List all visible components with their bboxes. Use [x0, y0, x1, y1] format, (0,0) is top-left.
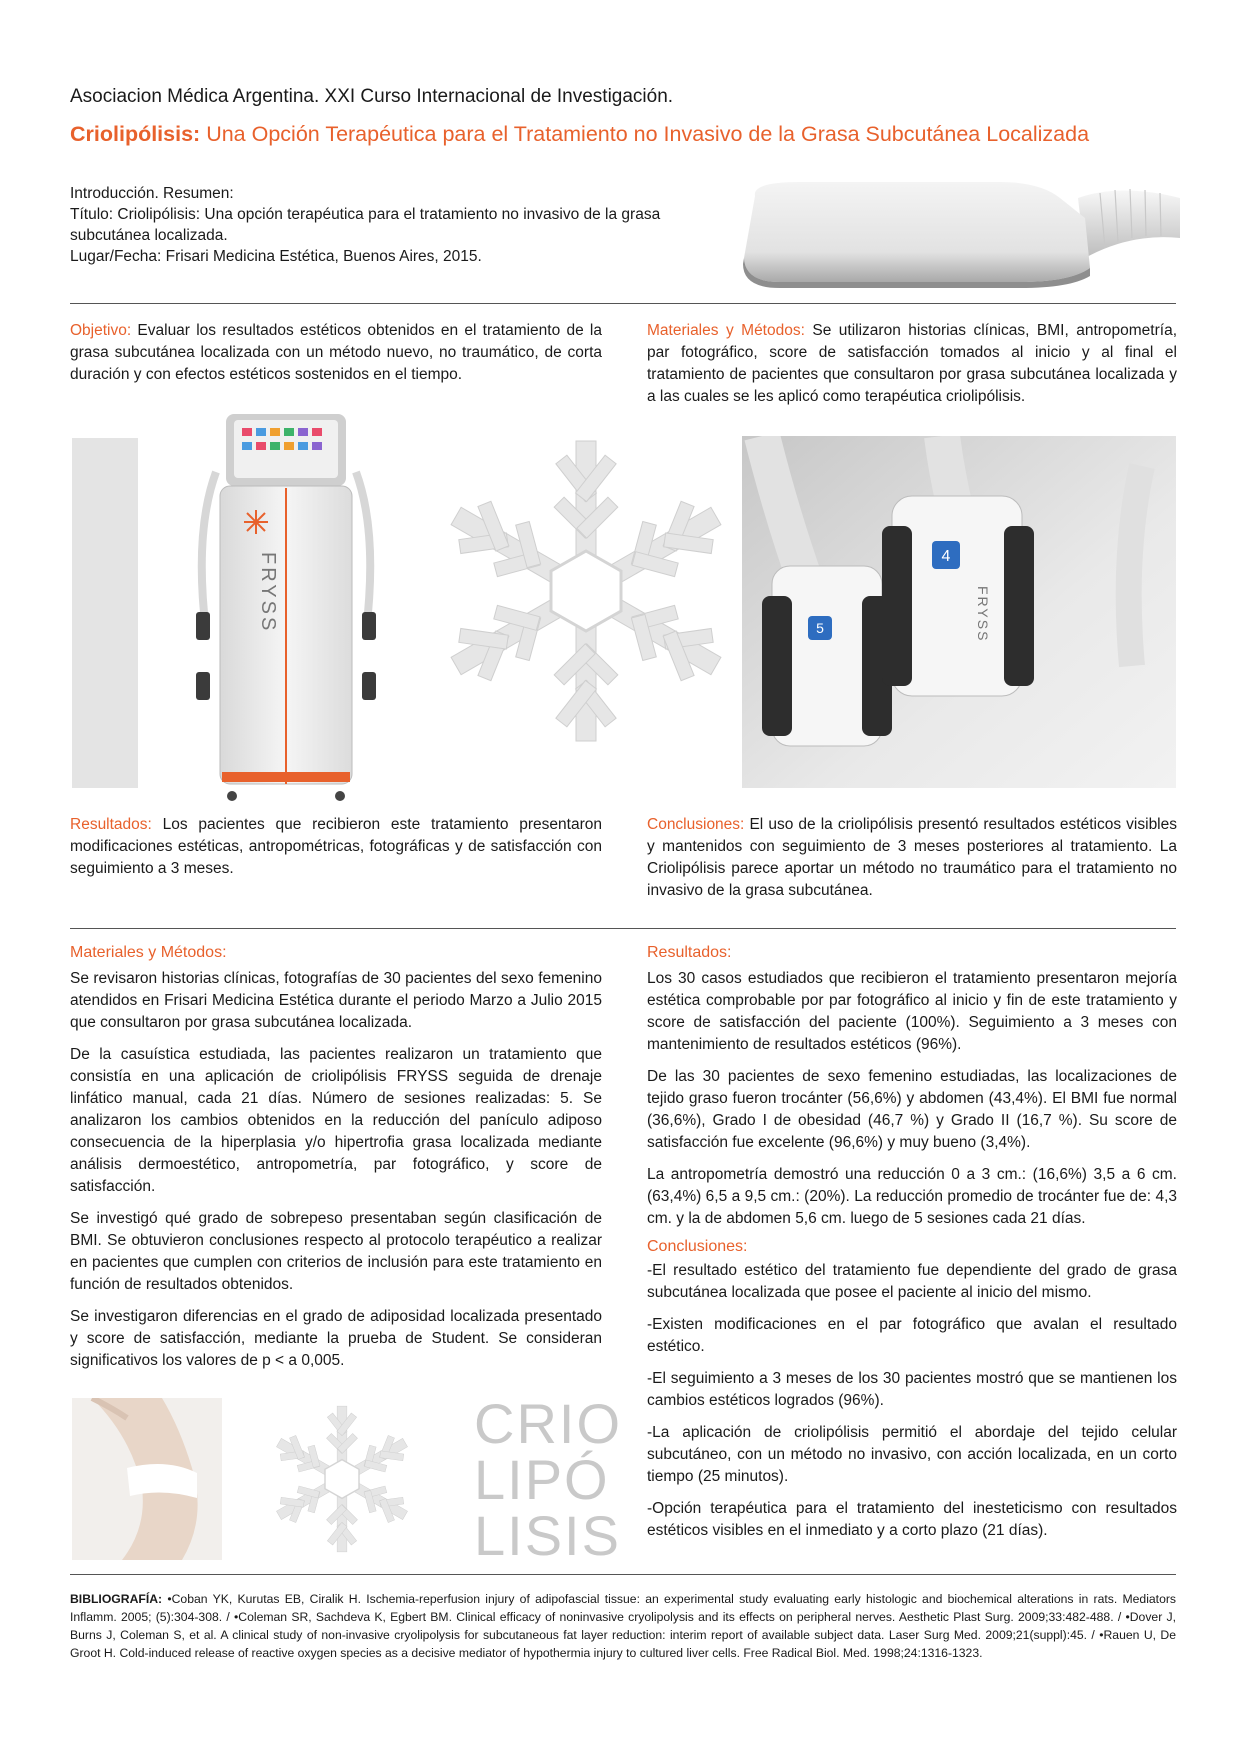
summary-resultados-text: Los pacientes que recibieron este tratamiento presentaron modificaciones estéticas, antropométricas, fotográficas y de satisfacción con seguimiento a 3 meses. — [70, 816, 602, 877]
materiales-heading: Materiales y Métodos: — [70, 944, 227, 961]
summary-conclusiones-label: Conclusiones: — [647, 816, 745, 833]
conclusiones-heading: Conclusiones: — [647, 1238, 748, 1255]
intro-heading: Introducción. Resumen: — [70, 185, 234, 202]
materiales-p4: Se investigaron diferencias en el grado de adiposidad localizada presentado y score de satisfacción, mediante la prueba de Student. Se consideran significativos los valores de p < a 0,005. — [70, 1308, 602, 1369]
page-title — [70, 122, 1190, 147]
conference-line: Asociacion Médica Argentina. XXI Curso Internacional de Investigación. — [70, 86, 674, 107]
summary-resultados-label: Resultados: — [70, 816, 152, 833]
logo-line-2: LIPÓ — [474, 1448, 610, 1511]
conclusion-item: -Opción terapéutica para el tratamiento del inesteticismo con resultados estéticos visibles en el inmediato y a corto plazo (21 días). — [647, 1500, 1177, 1539]
conclusion-item: -La aplicación de criolipólisis permitió el abordaje del tejido celular subcutáneo, con un método no invasivo, con acción localizada, en un corto tiempo (25 minutos). — [647, 1424, 1177, 1485]
machine-brand: FRYSS — [257, 552, 279, 634]
titulo-label: Título: — [70, 206, 118, 223]
resultados-heading: Resultados: — [647, 944, 732, 961]
title-lead: Criolipólisis: — [70, 122, 201, 146]
bibliography — [70, 1590, 1176, 1662]
resultados-p3: La antropometría demostró una reducción 0 a 3 cm.: (16,6%) 3,5 a 6 cm. (63,4%) 6,5 a 9,5 cm.: (20%). La reducción promedio de trocánter fue de: 4,3 cm. y la de abdomen 5,6 cm. luego de 5 sesiones cada 21 días. — [647, 1166, 1177, 1227]
logo-line-3: LISIS — [474, 1504, 621, 1567]
conclusion-item: -El resultado estético del tratamiento fue dependiente del grado de grasa subcutánea localizada que posee el paciente al inicio del mismo. — [647, 1262, 1177, 1301]
snowflake-graphic — [436, 416, 736, 766]
handpiece-brand: FRYSS — [975, 586, 991, 643]
intro-lugar — [70, 246, 730, 267]
materiales-p1: Se revisaron historias clínicas, fotografías de 30 pacientes del sexo femenino atendidos en Frisari Medicina Estética durante el periodo Marzo a Julio 2015 que consultaron por grasa subcutánea localizada. — [70, 970, 602, 1031]
resultados-p1: Los 30 casos estudiados que recibieron el tratamiento presentaron mejoría estética comprobable por par fotográfico al inicio y fin de este tratamiento y score de satisfacción del paciente (100%). Seguimiento a 3 meses con mantenimiento de resultados estéticos (96%). — [647, 970, 1177, 1053]
summary-conclusiones-text: El uso de la criolipólisis presentó resultados estéticos visibles y mantenidos con seguimiento de 3 meses posteriores al tratamiento. La Criolipólisis parece aportar un método no traumático para el tratamiento no invasivo de la grasa subcutánea. — [647, 816, 1177, 899]
materiales-p2: De la casuística estudiada, las pacientes realizaron un tratamiento que consistía en una aplicación de criolipólisis FRYSS seguida de drenaje linfático manual, cada 21 días. Número de sesiones realizadas: 5. Se analizaron los cambios obtenidos en la reducción del panículo adiposo consecuencia de la hiperplasia y/o hipertrofia grasa localizada mediante análisis dermoestético, antropometría, par fotográfico, y score de satisfacción. — [70, 1046, 602, 1195]
titulo-rest: : Una opción terapéutica para el tratamiento no invasivo de la grasa subcutánea localizada. — [70, 206, 661, 244]
intro-block — [70, 183, 730, 267]
criolipolisis-logo — [474, 1392, 622, 1567]
cryo-machine-image — [196, 412, 376, 804]
summary-resultados-block — [70, 814, 602, 880]
intro-titulo — [70, 204, 730, 246]
materiales-section — [70, 942, 602, 1382]
handpiece-number-5: 5 — [816, 620, 824, 636]
section-divider-top — [70, 303, 1176, 304]
handpiece-number-4: 4 — [941, 548, 951, 565]
materiales-p3: Se investigó qué grado de sobrepeso presentaban según clasificación de BMI. Se obtuvieron conclusiones respecto al protocolo terapéutico a realizar en pacientes que cumplen con criterios de inclusión para este tratamiento en función de resultados obtenidos. — [70, 1210, 602, 1293]
objetivo-label: Objetivo: — [70, 322, 132, 339]
conclusion-item: -Existen modificaciones en el par fotográfico que avalan el resultado estético. — [647, 1316, 1177, 1355]
objetivo-block — [70, 320, 602, 386]
body-silhouette-photo — [72, 1398, 222, 1560]
small-snowflake-graphic — [258, 1394, 426, 1564]
section-divider-middle — [70, 928, 1176, 929]
summary-materiales-block — [647, 320, 1177, 408]
lugar-label: Lugar/Fecha — [70, 248, 158, 265]
logo-line-1: CRIO — [474, 1392, 622, 1455]
bibliography-text: •Coban YK, Kurutas EB, Ciralik H. Ischemia-reperfusion injury of adipofascial tissue: an experimental study evaluating early histologic and biochemical alterations in rats. Mediators Inflamm. 2005; (5):304-308. / •Coleman SR, Sachdeva K, Egbert BM. Clinical efficacy of noninvasive cryolipolysis and its effects on peripheral nerves. Aesthetic Plast Surg. 2009;33:482-488. / •Dover J, Burns J, Coleman S, et al. A clinical study of non-invasive cryolipolysis for subcutaneous fat layer reduction: interim report of available subject data. Laser Surg Med. 2009;21(suppl):45. / •Rauen U, De Groot H. Cold-induced release of reactive oxygen species as a decisive mediator of hypothermia injury to cultured liver cells. Free Radical Biol. Med. 1998;24:1316-1323. — [70, 1592, 1176, 1660]
bibliography-label: BIBLIOGRAFÍA: — [70, 1592, 163, 1606]
section-divider-bottom — [70, 1574, 1176, 1575]
title-rest: Una Opción Terapéutica para el Tratamiento no Invasivo de la Grasa Subcutánea Localizada — [200, 122, 1090, 146]
handpieces-photo — [742, 436, 1176, 788]
handpiece-image — [740, 178, 1180, 290]
titulo-lead: Criolipólisis — [117, 206, 196, 223]
gray-strip — [72, 438, 138, 788]
lugar-rest: : Frisari Medicina Estética, Buenos Aires, 2015. — [157, 248, 482, 265]
resultados-p2: De las 30 pacientes de sexo femenino estudiadas, las localizaciones de tejido graso fueron trocánter (56,6%) y abdomen (43,4%). El BMI fue normal (36,6%), Grado I de obesidad (46,7 %) y Grado II (16,7 %). Su score de satisfacción fue excelente (96,6%) y muy bueno (3,4%). — [647, 1068, 1177, 1151]
resultados-section — [647, 942, 1177, 1552]
summary-conclusiones-block — [647, 814, 1177, 902]
summary-materiales-text: Se utilizaron historias clínicas, BMI, antropometría, par fotográfico, score de satisfacción tomados al inicio y al final el tratamiento de pacientes que consultaron por grasa subcutánea localizada y a las cuales se les aplicó como terapéutica criolipólisis. — [647, 322, 1178, 405]
conclusion-item: -El seguimiento a 3 meses de los 30 pacientes mostró que se mantienen los cambios estéticos logrados (96%). — [647, 1370, 1177, 1409]
objetivo-text: Evaluar los resultados estéticos obtenidos en el tratamiento de la grasa subcutánea localizada con un método nuevo, no traumático, de corta duración y con efectos estéticos sostenidos en el tiempo. — [70, 322, 602, 383]
summary-materiales-label: Materiales y Métodos: — [647, 322, 805, 339]
